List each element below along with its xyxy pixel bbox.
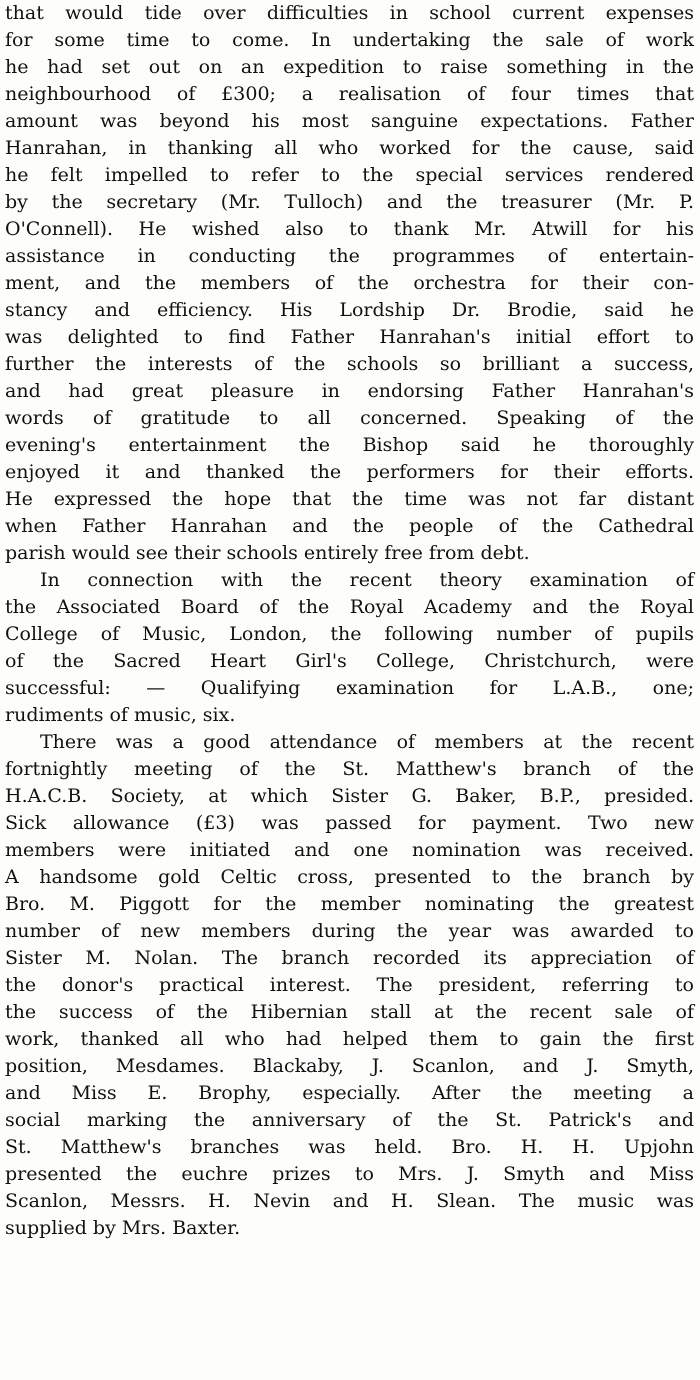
article-line: the success of the Hibernian stall at the recent sale of: [5, 1001, 694, 1023]
article-line: further the interests of the schools so brilliant a success,: [5, 353, 694, 375]
article-line: neighbourhood of £300; a realisation of four times that: [5, 83, 694, 105]
article-line: assistance in conducting the programmes of entertain-: [5, 245, 694, 267]
article-line: work, thanked all who had helped them to gain the first: [5, 1028, 694, 1050]
article-line: stancy and efficiency. His Lordship Dr. Brodie, said he: [5, 299, 694, 321]
article-line: A handsome gold Celtic cross, presented to the branch by: [5, 866, 694, 888]
article-line: parish would see their schools entirely free from debt.: [5, 542, 530, 564]
article-line: amount was beyond his most sanguine expectations. Father: [5, 110, 694, 132]
article-line: presented the euchre prizes to Mrs. J. Smyth and Miss: [5, 1163, 694, 1185]
article-paragraph: [0, 729, 700, 1242]
article-line: evening's entertainment the Bishop said he thoroughly: [5, 434, 694, 456]
article-line: the Associated Board of the Royal Academy and the Royal: [5, 596, 694, 618]
article-line: he felt impelled to refer to the special services rendered: [5, 164, 694, 186]
article-line: College of Music, London, the following number of pupils: [5, 623, 694, 645]
article-line: of the Sacred Heart Girl's College, Christchurch, were: [5, 650, 694, 672]
article-line: members were initiated and one nomination was received.: [5, 839, 694, 861]
article-line: number of new members during the year was awarded to: [5, 920, 694, 942]
article-line: O'Connell). He wished also to thank Mr. Atwill for his: [5, 218, 694, 240]
article-line: There was a good attendance of members at the recent: [40, 731, 694, 753]
article-line: In connection with the recent theory examination of: [40, 569, 694, 591]
article-line: that would tide over difficulties in school current expenses: [5, 2, 694, 24]
article-line: St. Matthew's branches was held. Bro. H. H. Upjohn: [5, 1136, 694, 1158]
article-line: social marking the anniversary of the St. Patrick's and: [5, 1109, 694, 1131]
article-line: H.A.C.B. Society, at which Sister G. Baker, B.P., presided.: [5, 785, 694, 807]
article-line: words of gratitude to all concerned. Speaking of the: [5, 407, 694, 429]
article-line: by the secretary (Mr. Tulloch) and the treasurer (Mr. P.: [5, 191, 694, 213]
article-line: the donor's practical interest. The president, referring to: [5, 974, 694, 996]
article-paragraph: [0, 0, 700, 567]
article-line: Scanlon, Messrs. H. Nevin and H. Slean. The music was: [5, 1190, 694, 1212]
article-line: was delighted to find Father Hanrahan's initial effort to: [5, 326, 694, 348]
article-line: Sister M. Nolan. The branch recorded its appreciation of: [5, 947, 694, 969]
article-line: fortnightly meeting of the St. Matthew's branch of the: [5, 758, 694, 780]
article-line: ment, and the members of the orchestra for their con-: [5, 272, 694, 294]
article-line: when Father Hanrahan and the people of the Cathedral: [5, 515, 694, 537]
article-line: enjoyed it and thanked the performers for their efforts.: [5, 461, 694, 483]
article-line: successful: — Qualifying examination for L.A.B., one;: [5, 677, 694, 699]
article-paragraph: [0, 567, 700, 729]
article-line: He expressed the hope that the time was not far distant: [5, 488, 694, 510]
article-line: Sick allowance (£3) was passed for payment. Two new: [5, 812, 694, 834]
article-line: supplied by Mrs. Baxter.: [5, 1217, 241, 1239]
article-line: he had set out on an expedition to raise something in the: [5, 56, 694, 78]
article-line: for some time to come. In undertaking the sale of work: [5, 29, 694, 51]
article-line: position, Mesdames. Blackaby, J. Scanlon, and J. Smyth,: [5, 1055, 694, 1077]
article-line: and had great pleasure in endorsing Father Hanrahan's: [5, 380, 694, 402]
article-line: rudiments of music, six.: [5, 704, 236, 726]
article-line: and Miss E. Brophy, especially. After the meeting a: [5, 1082, 694, 1104]
article-line: Bro. M. Piggott for the member nominating the greatest: [5, 893, 694, 915]
article-line: Hanrahan, in thanking all who worked for the cause, said: [5, 137, 694, 159]
